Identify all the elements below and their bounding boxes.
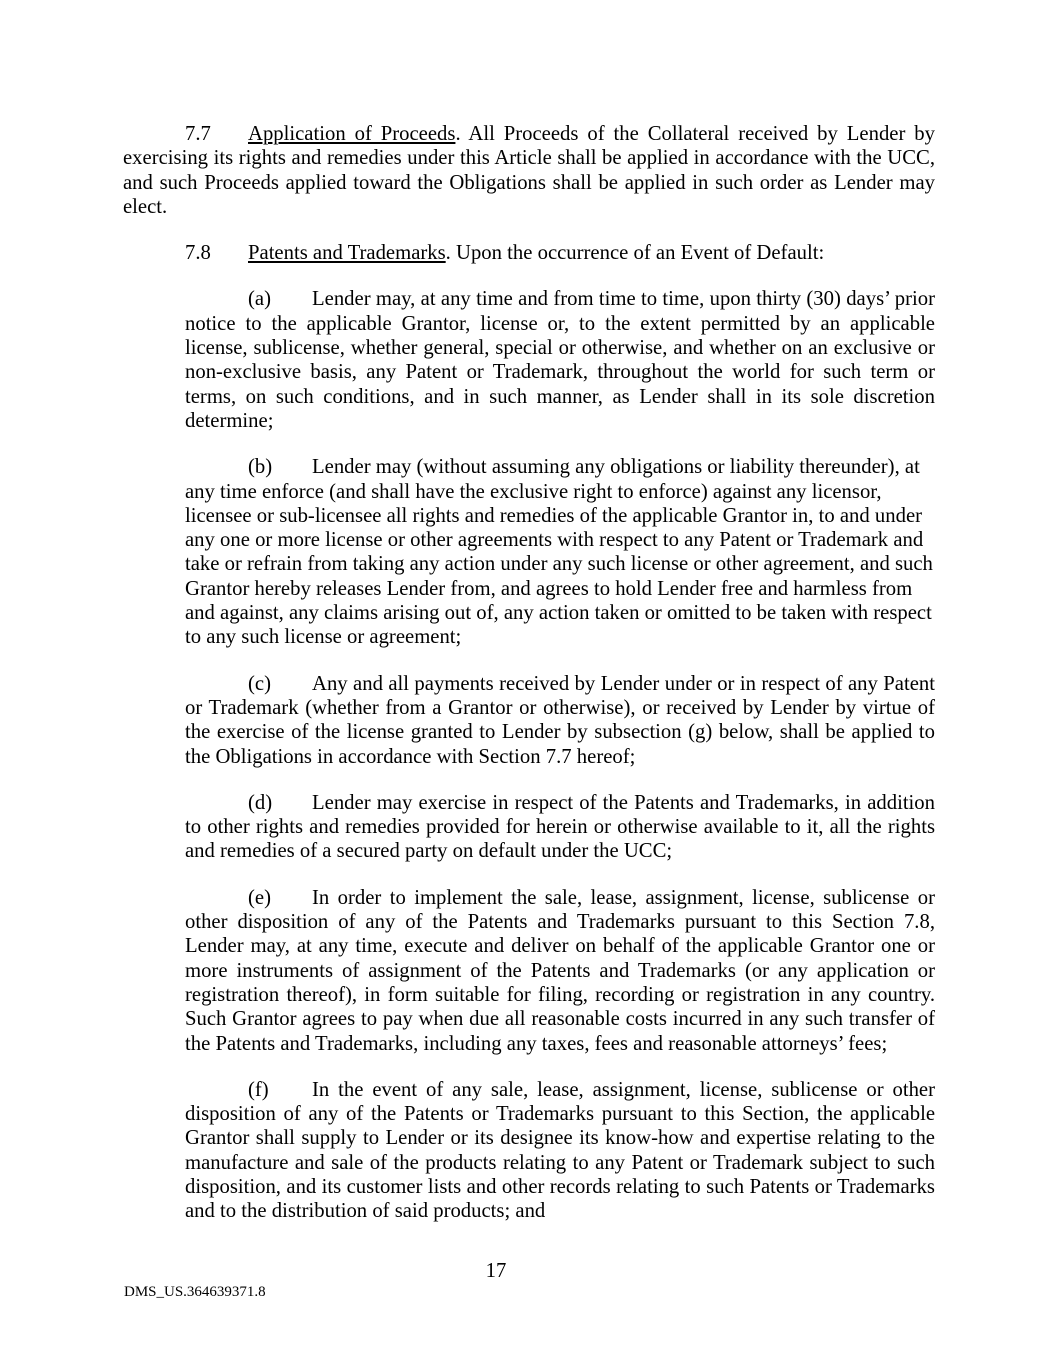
- page-number: 17: [485, 1260, 507, 1282]
- subsection-f-text: In the event of any sale, lease, assignment, license, sublicense or other disposition of any of the Patents or Trademarks pursuant to this Section, the applicable Grantor shall supply to Lender or its designee its know-how and expertise relating to the manufacture and sale of the products relating to any Patent or Trademark subject to such disposition, and its customer lists and other records relating to such Patents or Trademarks and to the distribution of said products; and: [185, 1078, 935, 1223]
- subsection-b-paragraph: [185, 455, 935, 649]
- subsection-a-paragraph: [185, 287, 935, 433]
- document-id-footer: DMS_US.364639371.8: [124, 1284, 266, 1300]
- section-7-7-number: 7.7: [185, 123, 211, 145]
- section-7-8-heading: Patents and Trademarks: [248, 242, 446, 265]
- subsection-e-label: (e): [248, 886, 271, 909]
- section-7-7-heading: Application of Proceeds: [248, 123, 456, 145]
- subsection-c-label: (c): [248, 672, 271, 695]
- subsection-a-label: (a): [248, 288, 271, 311]
- subsection-b-text: Lender may (without assuming any obligations or liability thereunder), at any time enforce (and shall have the exclusive right to enforce) against any licensor, licensee or sub-licensee all rights and remedies of the applicable Grantor in, to and under any one or more license or other agreements with respect to any Patent or Trademark and take or refrain from taking any action under any such license or other agreement, and such Grantor hereby releases Lender from, and agrees to hold Lender free and harmless from and against, any claims arising out of, any action taken or omitted to be taken with respect to any such license or agreement;: [185, 456, 933, 649]
- subsection-b-label: (b): [248, 456, 273, 479]
- subsection-a-text: Lender may, at any time and from time to time, upon thirty (30) days’ prior notice to the applicable Grantor, license or, to the extent permitted by an applicable license, sublicense, whether general, special or otherwise, and whether on an exclusive or non-exclusive basis, any Patent or Trademark, throughout the world for such term or terms, on such conditions, and in such manner, as Lender shall in its sole discretion determine;: [185, 288, 935, 432]
- subsection-c-paragraph: [185, 672, 935, 769]
- subsection-f-paragraph: [185, 1078, 935, 1224]
- subsection-d-text: Lender may exercise in respect of the Patents and Trademarks, in addition to other rights and remedies provided for herein or otherwise available to it, all the rights and remedies of a secured party on default under the UCC;: [185, 791, 935, 863]
- section-7-8-paragraph: [123, 241, 935, 265]
- subsection-c-text: Any and all payments received by Lender under or in respect of any Patent or Trademark (whether from a Grantor or otherwise), or received by Lender by virtue of the exercise of the license granted to Lender by subsection (g) below, shall be applied to the Obligations in accordance with Section 7.7 hereof;: [185, 672, 935, 768]
- subsection-d-paragraph: [185, 791, 935, 864]
- subsection-e-paragraph: [185, 886, 935, 1056]
- section-7-8-number: 7.8: [185, 242, 211, 265]
- subsection-e-text: In order to implement the sale, lease, assignment, license, sublicense or other disposition of any of the Patents and Trademarks pursuant to this Section 7.8, Lender may, at any time, execute and deliver on behalf of the applicable Grantor one or more instruments of assignment of the Patents and Trademarks (or any application or registration thereof), in form suitable for filing, recording or registration in any country. Such Grantor agrees to pay when due all reasonable costs incurred in any such transfer of the Patents and Trademarks, including any taxes, fees and reasonable attorneys’ fees;: [185, 886, 935, 1055]
- subsection-f-label: (f): [248, 1078, 269, 1101]
- subsection-d-label: (d): [248, 791, 273, 814]
- section-7-7-body-text: . All Proceeds of the Collateral received by Lender by exercising its rights and remedies under this Article shall be applied in accordance with the UCC, and such Proceeds applied toward the Obligations shall be applied in such order as Lender may elect.: [123, 123, 935, 218]
- section-7-8-body-text: . Upon the occurrence of an Event of Default:: [445, 242, 825, 265]
- section-7-7-paragraph: [123, 122, 935, 219]
